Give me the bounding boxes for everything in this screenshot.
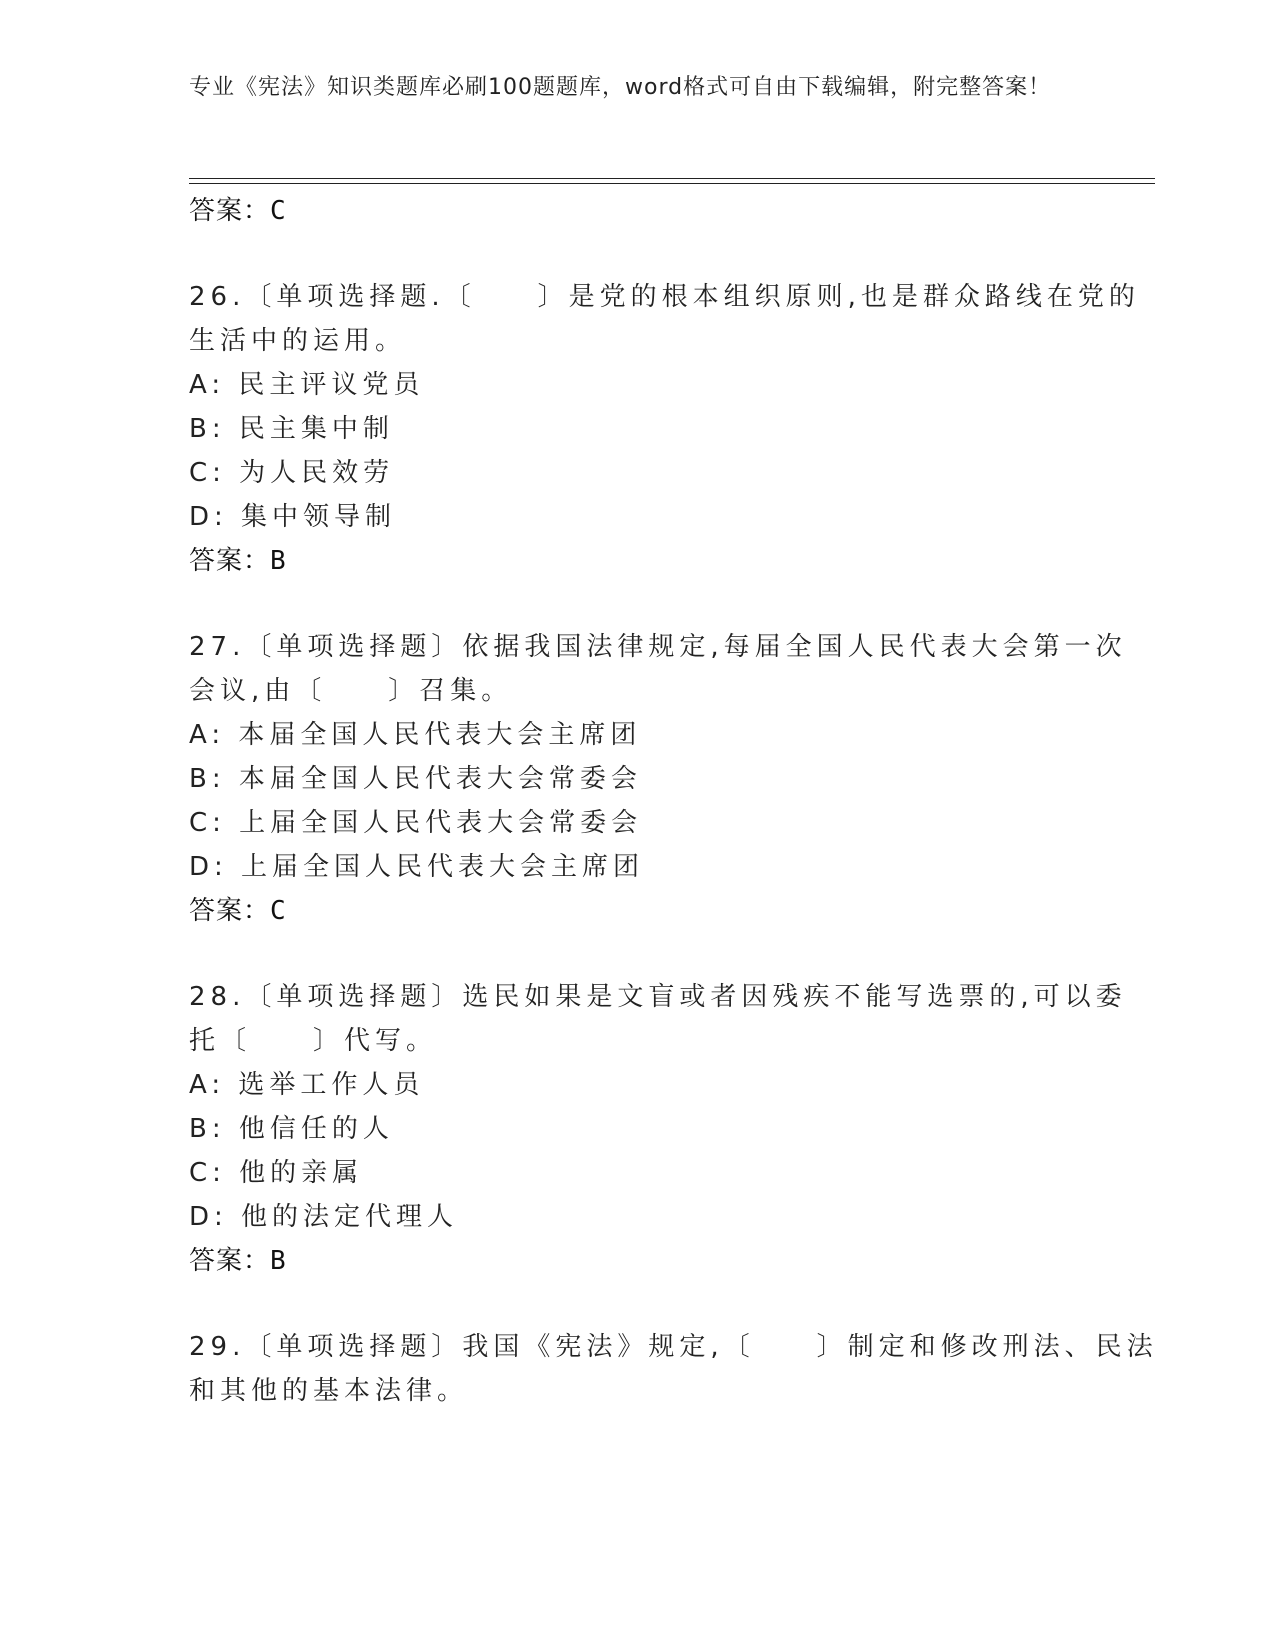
answer-value: B xyxy=(270,546,287,576)
document-header: 专业《宪法》知识类题库必刷100题题库，word格式可自由下载编辑，附完整答案！ xyxy=(189,75,1052,100)
question-stem-continued: 会议,由〔 〕召集。 xyxy=(189,676,513,706)
option-a: A: 民主评议党员 xyxy=(189,370,425,400)
answer-label: 答案： xyxy=(189,1246,271,1276)
header-divider-bottom xyxy=(189,183,1155,184)
answer-value: C xyxy=(270,896,287,926)
option-c: C: 他的亲属 xyxy=(189,1158,364,1188)
answer-label: 答案： xyxy=(189,896,271,926)
question-stem-continued: 托〔 〕代写。 xyxy=(189,1026,438,1056)
option-c: C: 上届全国人民代表大会常委会 xyxy=(189,808,643,838)
option-b: B: 本届全国人民代表大会常委会 xyxy=(189,764,642,794)
option-d: D: 上届全国人民代表大会主席团 xyxy=(189,852,645,882)
question-stem-continued: 和其他的基本法律。 xyxy=(189,1376,469,1406)
option-d: D: 集中领导制 xyxy=(189,502,397,532)
answer-line xyxy=(189,1240,287,1277)
answer-label: 答案： xyxy=(189,546,271,576)
answer-value: B xyxy=(270,1246,287,1276)
option-a: A: 选举工作人员 xyxy=(189,1070,425,1100)
question-stem: 28.〔单项选择题〕选民如果是文盲或者因残疾不能写选票的,可以委 xyxy=(189,982,1127,1012)
answer-value: C xyxy=(270,196,287,226)
option-b: B: 他信任的人 xyxy=(189,1114,394,1144)
answer-line xyxy=(189,540,287,577)
question-stem: 29.〔单项选择题〕我国《宪法》规定,〔 〕制定和修改刑法、民法 xyxy=(189,1332,1158,1362)
header-divider-top xyxy=(189,178,1155,179)
question-stem: 27.〔单项选择题〕依据我国法律规定,每届全国人民代表大会第一次 xyxy=(189,632,1127,662)
option-b: B: 民主集中制 xyxy=(189,414,394,444)
option-c: C: 为人民效劳 xyxy=(189,458,395,488)
answer-line xyxy=(189,890,287,927)
question-stem-continued: 生活中的运用。 xyxy=(189,326,407,356)
option-a: A: 本届全国人民代表大会主席团 xyxy=(189,720,642,750)
option-d: D: 他的法定代理人 xyxy=(189,1202,459,1232)
answer-line xyxy=(189,190,287,227)
answer-label: 答案： xyxy=(189,196,271,226)
question-stem: 26.〔单项选择题.〔 〕是党的根本组织原则,也是群众路线在党的 xyxy=(189,282,1140,312)
